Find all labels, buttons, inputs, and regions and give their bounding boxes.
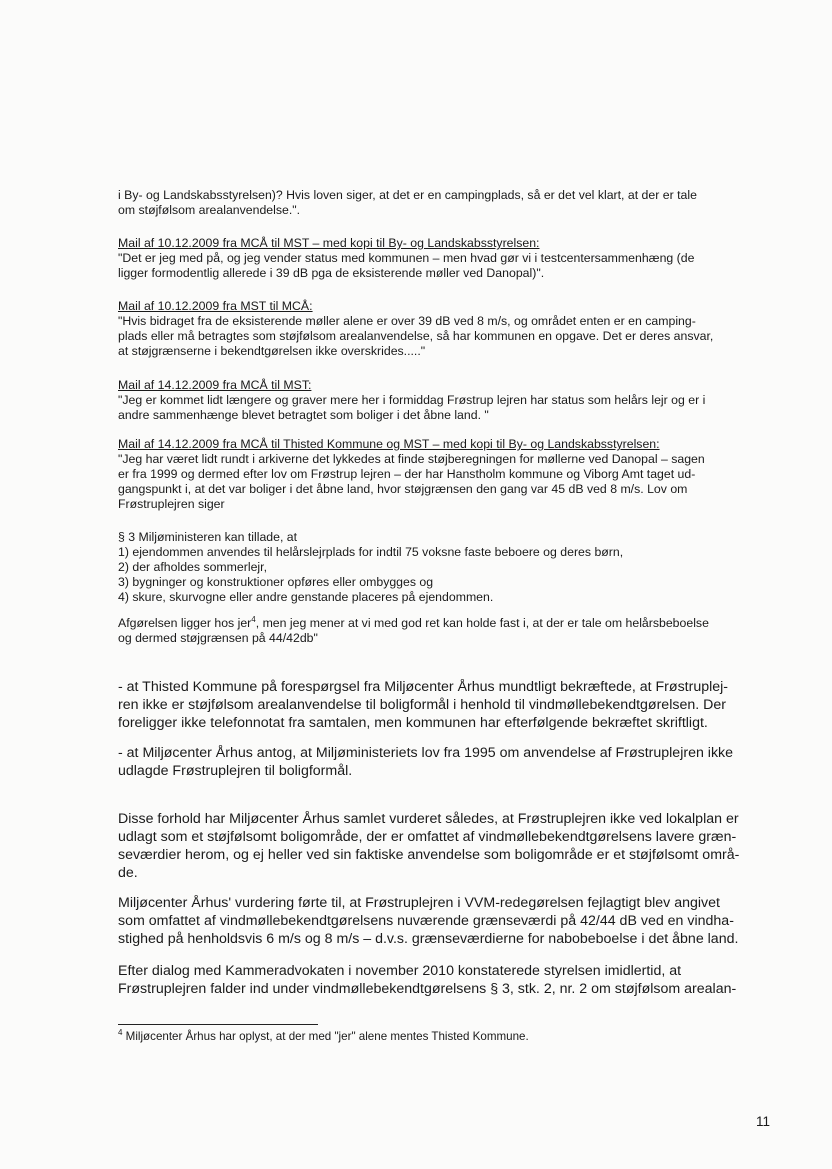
text-line: andre sammenhænge blevet betragtet som boliger i det åbne land. " [118, 408, 489, 422]
mail-entry-4 [118, 437, 768, 512]
text-line: ligger formodentlig allerede i 39 dB pga de eksisterende møller ved Danopal)". [118, 266, 545, 280]
text-line: "Jeg er kommet lidt længere og graver mere her i formiddag Frøstrup lejren har status som helårs lejr og er i [118, 393, 706, 407]
text-line: i By- og Landskabsstyrelsen)? Hvis loven siger, at det er en campingplads, så er det vel klart, at der er tale [118, 188, 697, 202]
text-line: Disse forhold har Miljøcenter Århus samlet vurderet således, at Frøstruplejren ikke ved lokalplan er [118, 811, 739, 827]
text-line: gangspunkt i, at det var boliger i det åbne land, hvor støjgrænsen den gang var 45 dB ved 8 m/s. Lov om [118, 482, 688, 496]
page-number: 11 [756, 1114, 771, 1129]
mail-entry-3 [118, 378, 768, 423]
text-line: at støjgrænserne i bekendtgørelsen ikke overskrides....." [118, 344, 426, 358]
mail-entry-1 [118, 236, 768, 281]
text-line: seværdier herom, og ej heller ved sin faktiske anvendelse som boligområde er et støjfølsomt områ- [118, 847, 740, 863]
text-line [118, 616, 768, 631]
footnote [118, 1030, 529, 1044]
text-line: "Det er jeg med på, og jeg vender status med kommunen – men hvad gør vi i testcentersammenhæng (de [118, 251, 695, 265]
intro-text [118, 188, 768, 218]
text-line: foreligger ikke telefonnotat fra samtalen, men kommunen har efterfølgende bekræftet skriftligt. [118, 715, 708, 731]
text-line: er fra 1999 og dermed efter lov om Frøstrup lejren – der har Hanstholm kommune og Viborg Amt taget ud- [118, 467, 696, 481]
text-line: - at Thisted Kommune på forespørgsel fra Miljøcenter Århus mundtligt bekræftede, at Frøstruplej- [118, 679, 729, 695]
bullet-point-1 [118, 678, 768, 732]
text-line: stighed på henholdsvis 6 m/s og 8 m/s – d.v.s. grænseværdierne for nabobeboelse i det åbne land. [118, 931, 739, 947]
mail-entry-2 [118, 299, 768, 359]
law-item: 1) ejendommen anvendes til helårslejrplads for indtil 75 voksne faste beboere og deres børn, [118, 545, 624, 559]
law-quote [118, 530, 768, 605]
law-item: 3) bygninger og konstruktioner opføres eller ombygges og [118, 575, 434, 589]
mail-heading: Mail af 10.12.2009 fra MCÅ til MST – med kopi til By- og Landskabsstyrelsen: [118, 236, 540, 250]
text-line: Frøstruplejren siger [118, 497, 225, 511]
text-line: om støjfølsom arealanvendelse.". [118, 203, 301, 217]
footnote-text: Miljøcenter Århus har oplyst, at der med "jer" alene mentes Thisted Kommune. [122, 1030, 529, 1043]
text-line: de. [118, 865, 138, 881]
text-line: plads eller må betragtes som støjfølsom arealanvendelse, så har kommunen en opgave. Det er deres ansvar, [118, 329, 714, 343]
footnote-number: 4 [118, 1028, 123, 1038]
text-line: udlagde Frøstruplejren til boligformål. [118, 763, 353, 779]
paragraph-1 [118, 810, 768, 882]
text-segment: , men jeg mener at vi med god ret kan holde fast i, at der er tale om helårsbeboelse [255, 616, 709, 630]
bullet-point-2 [118, 744, 768, 780]
text-line: og dermed støjgrænsen på 44/42db" [118, 631, 318, 645]
text-line: - at Miljøcenter Århus antog, at Miljøministeriets lov fra 1995 om anvendelse af Frøstruplejren ikke [118, 745, 734, 761]
footnote-divider [118, 1024, 318, 1025]
text-segment: Afgørelsen ligger hos jer [118, 616, 252, 630]
footnote-ref: 4 [251, 614, 256, 624]
text-line: Efter dialog med Kammeradvokaten i november 2010 konstaterede styrelsen imidlertid, at [118, 963, 682, 979]
text-line: ren ikke er støjfølsom arealanvendelse til boligformål i henhold til vindmøllebekendtgørelsen. Der [118, 697, 726, 713]
text-line: Miljøcenter Århus' vurdering førte til, at Frøstruplejren i VVM-redegørelsen fejlagtigt blev angivet [118, 895, 720, 911]
text-line: "Hvis bidraget fra de eksisterende møller alene er over 39 dB ved 8 m/s, og området enten er en camping- [118, 314, 696, 328]
paragraph-3 [118, 962, 768, 998]
mail-heading: Mail af 14.12.2009 fra MCÅ til MST: [118, 378, 312, 392]
law-title: § 3 Miljøministeren kan tillade, at [118, 530, 298, 544]
paragraph-2 [118, 894, 768, 948]
law-item: 2) der afholdes sommerlejr, [118, 560, 267, 574]
mail-heading: Mail af 14.12.2009 fra MCÅ til Thisted Kommune og MST – med kopi til By- og Landskabsstyrelsen: [118, 437, 660, 451]
text-line: som omfattet af vindmøllebekendtgørelsens nuværende grænseværdi på 42/44 dB ved en vindha- [118, 913, 734, 929]
law-item: 4) skure, skurvogne eller andre genstande placeres på ejendommen. [118, 590, 494, 604]
text-line: Frøstruplejren falder ind under vindmøllebekendtgørelsens § 3, stk. 2, nr. 2 om støjfølsom arealan- [118, 981, 737, 997]
text-line: udlagt som et støjfølsomt boligområde, der er omfattet af vindmøllebekendtgørelsens lavere græn- [118, 829, 737, 845]
decision-text [118, 616, 768, 646]
text-line: "Jeg har været lidt rundt i arkiverne det lykkedes at finde støjberegningen for møllerne ved Danopal – sagen [118, 452, 705, 466]
mail-heading: Mail af 10.12.2009 fra MST til MCÅ: [118, 299, 313, 313]
